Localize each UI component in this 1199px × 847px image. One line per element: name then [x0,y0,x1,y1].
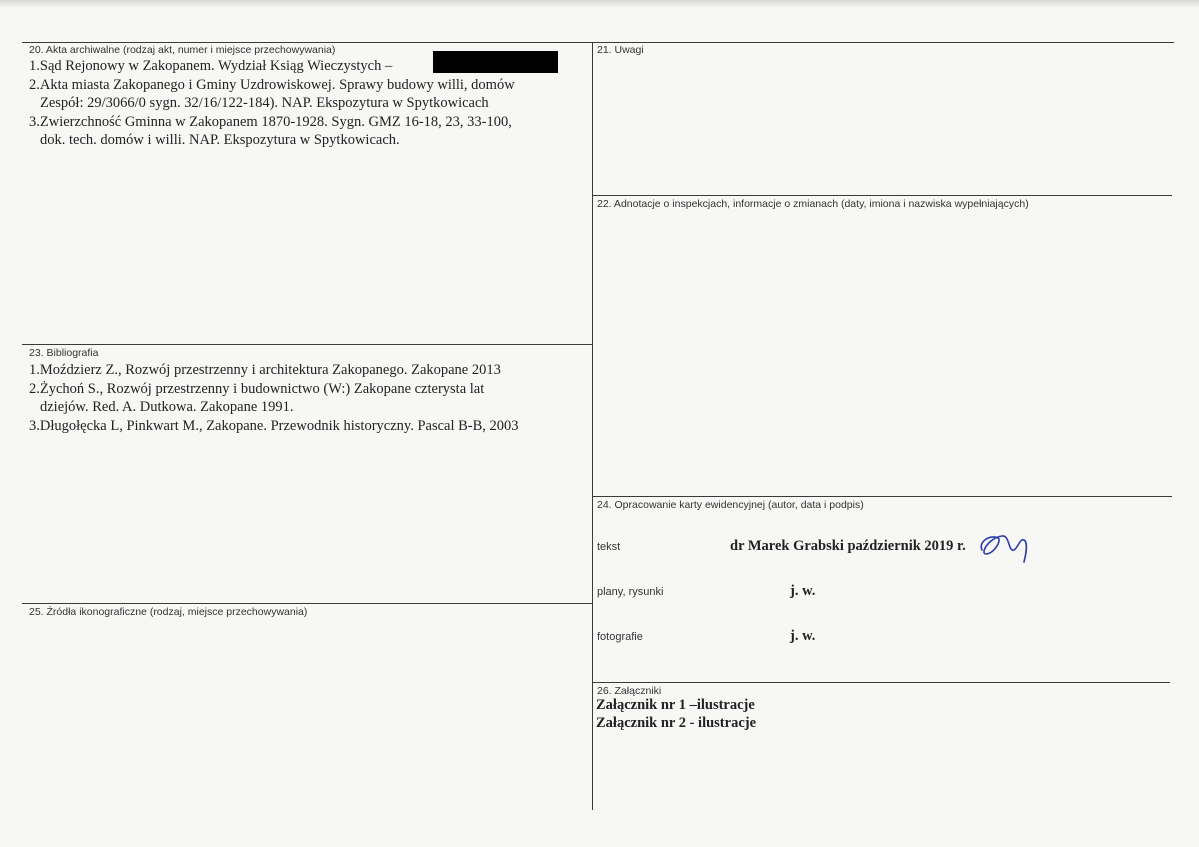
archives-line-3: Zespół: 29/3066/0 sygn. 32/16/122-184). NAP. Ekspozytura w Spytkowicach [40,95,489,111]
top-rule [22,42,1174,43]
attachment-1: Załącznik nr 1 –ilustracje [596,697,755,713]
center-divider [592,42,593,810]
bibliography-line-1: 1.Moździerz Z., Rozwój przestrzenny i architektura Zakopanego. Zakopane 2013 [29,362,501,378]
archives-title: 20. Akta archiwalne (rodzaj akt, numer i miejsce przechowywania) [29,44,336,56]
card-prep-value-photos: j. w. [790,628,816,644]
rule-25 [22,603,592,604]
scan-shadow [0,0,1199,8]
card-prep-label-text: tekst [597,541,621,553]
iconographic-title: 25. Źródła ikonograficzne (rodzaj, miejsce przechowywania) [29,606,308,618]
bibliography-line-4: 3.Długołęcka L, Pinkwart M., Zakopane. Przewodnik historyczny. Pascal B-B, 2003 [29,418,519,434]
attachment-2: Załącznik nr 2 - ilustracje [596,715,757,731]
rule-24 [592,496,1172,497]
archives-line-5: dok. tech. domów i willi. NAP. Ekspozytura w Spytkowicach. [40,132,400,148]
rule-22 [592,195,1172,196]
archives-line-4: 3.Zwierzchność Gminna w Zakopanem 1870-1928. Sygn. GMZ 16-18, 23, 33-100, [29,114,512,130]
archives-line-2: 2.Akta miasta Zakopanego i Gminy Uzdrowiskowej. Sprawy budowy willi, domów [29,77,515,93]
bibliography-line-3: dziejów. Red. A. Dutkowa. Zakopane 1991. [40,399,294,415]
card-prep-value-plans: j. w. [790,583,816,599]
annotations-title: 22. Adnotacje o inspekcjach, informacje o zmianach (daty, imiona i nazwiska wypełniających) [597,198,1029,210]
redaction-block [433,51,558,73]
rule-26 [592,682,1170,683]
card-prep-label-photos: fotografie [597,631,643,643]
attachments-title: 26. Załączniki [597,685,662,697]
rule-23 [22,344,592,345]
card-prep-value-text: dr Marek Grabski październik 2019 r. [730,538,966,554]
signature-icon [968,528,1038,568]
bibliography-line-2: 2.Żychoń S., Rozwój przestrzenny i budownictwo (W:) Zakopane czterysta lat [29,381,485,397]
bibliography-title: 23. Bibliografia [29,347,99,359]
remarks-title: 21. Uwagi [597,44,644,56]
archives-line-1: 1.Sąd Rejonowy w Zakopanem. Wydział Ksiąg Wieczystych – [29,58,393,74]
card-prep-label-plans: plany, rysunki [597,586,664,598]
card-prep-title: 24. Opracowanie karty ewidencyjnej (autor, data i podpis) [597,499,864,511]
